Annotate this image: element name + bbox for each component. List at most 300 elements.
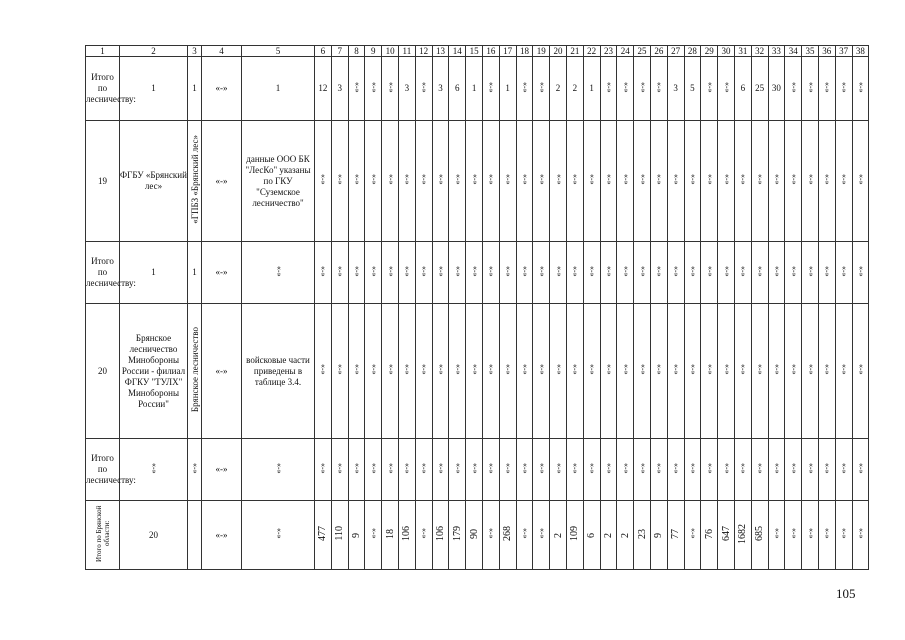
header-cell: 11: [398, 46, 415, 57]
value-cell: [751, 439, 768, 501]
value-cell-text: «-»: [351, 174, 361, 185]
value-cell: 3: [667, 57, 684, 121]
col4-cell: «-»: [202, 501, 242, 570]
value-cell: [650, 242, 667, 304]
value-cell-text: 77: [670, 528, 682, 539]
col2-cell: [120, 439, 188, 501]
value-cell-text: «-»: [419, 81, 429, 93]
value-cell: [398, 121, 415, 242]
value-cell-text: «-»: [839, 81, 849, 93]
value-cell: [600, 501, 617, 570]
value-cell: [566, 242, 583, 304]
value-cell: [751, 242, 768, 304]
value-cell-text: «-»: [788, 528, 798, 539]
value-cell: [785, 242, 802, 304]
value-cell-text: «-»: [469, 265, 479, 277]
header-cell: 24: [617, 46, 634, 57]
value-cell-text: 90: [468, 528, 480, 539]
value-cell: [415, 242, 432, 304]
note-cell: данные ООО БК "ЛесКо" указаны по ГКУ "Суземское лесничество": [242, 121, 315, 242]
value-cell-text: «-»: [822, 265, 832, 277]
value-cell-text: «-»: [855, 265, 865, 277]
col5-cell: [242, 501, 315, 570]
value-cell-text: 6: [586, 532, 598, 538]
value-cell-text: «-»: [822, 81, 832, 93]
value-cell-text: «-»: [620, 174, 630, 185]
table-row: [86, 439, 869, 501]
value-cell-text: «-»: [368, 81, 378, 93]
value-cell: [550, 121, 567, 242]
value-cell-text: «-»: [603, 81, 613, 93]
value-cell-text: «-»: [788, 81, 798, 93]
value-cell: [802, 304, 819, 439]
header-cell: 6: [315, 46, 332, 57]
header-cell: 4: [202, 46, 242, 57]
col5-cell-text: «-»: [273, 528, 283, 539]
value-cell: [365, 57, 382, 121]
value-cell: [315, 242, 332, 304]
col4-cell: «-»: [202, 304, 242, 439]
value-cell-text: «-»: [335, 265, 345, 277]
value-cell: [785, 439, 802, 501]
value-cell: 6: [449, 57, 466, 121]
value-cell: [499, 242, 516, 304]
value-cell-text: «-»: [620, 462, 630, 474]
value-cell: [751, 304, 768, 439]
value-cell: [634, 242, 651, 304]
value-cell-text: «-»: [419, 462, 429, 474]
col4-cell: «-»: [202, 439, 242, 501]
value-cell: [566, 439, 583, 501]
value-cell-text: «-»: [822, 462, 832, 474]
header-cell: 20: [550, 46, 567, 57]
value-cell: [432, 121, 449, 242]
value-cell: [785, 501, 802, 570]
value-cell: [634, 57, 651, 121]
value-cell: 2: [550, 57, 567, 121]
table-row: [86, 242, 869, 304]
value-cell-text: «-»: [788, 265, 798, 277]
value-cell: [566, 121, 583, 242]
value-cell: [499, 304, 516, 439]
value-cell: [516, 121, 533, 242]
value-cell-text: «-»: [503, 462, 513, 474]
value-cell-text: «-»: [553, 462, 563, 474]
value-cell: [650, 439, 667, 501]
value-cell-text: «-»: [839, 364, 849, 375]
value-cell-text: «-»: [805, 265, 815, 277]
value-cell: [516, 242, 533, 304]
value-cell-text: «-»: [855, 81, 865, 93]
value-cell-text: «-»: [721, 81, 731, 93]
value-cell: [667, 242, 684, 304]
table-row: [86, 304, 869, 439]
value-cell: [701, 304, 718, 439]
col5-cell: [242, 242, 315, 304]
value-cell-text: «-»: [637, 81, 647, 93]
value-cell-text: «-»: [603, 462, 613, 474]
total-label-text: Итого по Брянской области:: [94, 505, 111, 562]
value-cell-text: «-»: [351, 265, 361, 277]
value-cell: [583, 304, 600, 439]
value-cell: [499, 439, 516, 501]
value-cell: [818, 242, 835, 304]
value-cell-text: «-»: [788, 462, 798, 474]
value-cell: 5: [684, 57, 701, 121]
value-cell-text: «-»: [469, 364, 479, 375]
header-cell: 36: [818, 46, 835, 57]
value-cell-text: «-»: [637, 265, 647, 277]
value-cell-text: «-»: [755, 174, 765, 185]
value-cell-text: «-»: [553, 174, 563, 185]
header-cell: 19: [533, 46, 550, 57]
value-cell: [449, 501, 466, 570]
value-cell: [785, 121, 802, 242]
value-cell: [734, 242, 751, 304]
value-cell-text: «-»: [620, 265, 630, 277]
value-cell: [331, 242, 348, 304]
value-cell: [533, 242, 550, 304]
col4-cell: «-»: [202, 121, 242, 242]
value-cell-text: «-»: [318, 265, 328, 277]
value-cell-text: «-»: [637, 364, 647, 375]
value-cell: [600, 121, 617, 242]
value-cell: [600, 439, 617, 501]
organization-name: Брянское лесничество Минобороны России - филиал ФГКУ "ТУЛХ" Минобороны России": [120, 304, 188, 439]
table-row: [86, 501, 869, 570]
subtotal-label: Итого по лесничеству:: [86, 439, 120, 501]
value-cell: 30: [768, 57, 785, 121]
value-cell-text: 23: [636, 528, 648, 539]
value-cell-text: «-»: [771, 265, 781, 277]
header-cell: 2: [120, 46, 188, 57]
header-cell: 23: [600, 46, 617, 57]
value-cell: [667, 501, 684, 570]
value-cell-text: «-»: [570, 364, 580, 375]
subtotal-label: Итого по лесничеству:: [86, 57, 120, 121]
value-cell-text: «-»: [435, 462, 445, 474]
value-cell: [768, 121, 785, 242]
value-cell-text: «-»: [368, 364, 378, 375]
value-cell-text: «-»: [704, 81, 714, 93]
value-cell: [348, 242, 365, 304]
table-row: [86, 57, 869, 121]
value-cell-text: «-»: [788, 364, 798, 375]
value-cell-text: «-»: [687, 462, 697, 474]
value-cell-text: «-»: [385, 364, 395, 375]
value-cell-text: «-»: [839, 528, 849, 539]
value-cell: [348, 121, 365, 242]
value-cell: [734, 501, 751, 570]
value-cell: [398, 242, 415, 304]
value-cell-text: «-»: [822, 174, 832, 185]
value-cell-text: 268: [502, 526, 514, 541]
value-cell-text: «-»: [805, 174, 815, 185]
value-cell-text: «-»: [839, 174, 849, 185]
value-cell: [600, 242, 617, 304]
value-cell: [516, 304, 533, 439]
value-cell-text: «-»: [855, 462, 865, 474]
value-cell-text: «-»: [385, 265, 395, 277]
header-cell: 34: [785, 46, 802, 57]
value-cell-text: «-»: [351, 81, 361, 93]
value-cell: [398, 439, 415, 501]
header-cell: 8: [348, 46, 365, 57]
value-cell-text: «-»: [637, 462, 647, 474]
header-cell: 29: [701, 46, 718, 57]
value-cell-text: «-»: [368, 265, 378, 277]
value-cell-text: «-»: [704, 265, 714, 277]
value-cell-text: 1682: [737, 523, 749, 544]
value-cell: [365, 121, 382, 242]
value-cell: [701, 121, 718, 242]
col5-cell: [242, 439, 315, 501]
value-cell-text: «-»: [805, 528, 815, 539]
value-cell: [667, 121, 684, 242]
value-cell-text: «-»: [536, 528, 546, 539]
value-cell: [718, 304, 735, 439]
value-cell-text: «-»: [620, 81, 630, 93]
header-cell: 27: [667, 46, 684, 57]
value-cell: [583, 121, 600, 242]
value-cell: [550, 242, 567, 304]
value-cell: [600, 304, 617, 439]
col5-cell-text: «-»: [273, 265, 283, 277]
value-cell-text: «-»: [486, 174, 496, 185]
value-cell-text: «-»: [503, 265, 513, 277]
value-cell-text: «-»: [318, 174, 328, 185]
value-cell: [650, 57, 667, 121]
page-number: 105: [836, 586, 856, 601]
value-cell: [785, 57, 802, 121]
value-cell-text: 2: [552, 532, 564, 538]
value-cell: [466, 242, 483, 304]
value-cell-text: «-»: [755, 462, 765, 474]
value-cell: [365, 242, 382, 304]
value-cell: [449, 304, 466, 439]
value-cell-text: «-»: [771, 174, 781, 185]
value-cell-text: «-»: [536, 364, 546, 375]
value-cell: [802, 121, 819, 242]
value-cell-text: «-»: [771, 462, 781, 474]
value-cell: 2: [566, 57, 583, 121]
value-cell: [533, 501, 550, 570]
value-cell: [802, 57, 819, 121]
value-cell: [617, 242, 634, 304]
value-cell: [818, 121, 835, 242]
value-cell: [617, 121, 634, 242]
value-cell-text: «-»: [435, 265, 445, 277]
value-cell: [684, 439, 701, 501]
value-cell: [550, 501, 567, 570]
value-cell-text: «-»: [570, 265, 580, 277]
value-cell: [617, 57, 634, 121]
col2-cell: 1: [120, 242, 188, 304]
value-cell-text: «-»: [419, 174, 429, 185]
value-cell: [432, 304, 449, 439]
value-cell-text: «-»: [637, 174, 647, 185]
value-cell-text: «-»: [620, 364, 630, 375]
value-cell: [365, 439, 382, 501]
value-cell: [348, 439, 365, 501]
value-cell-text: «-»: [704, 174, 714, 185]
value-cell-text: «-»: [519, 265, 529, 277]
value-cell: [852, 242, 869, 304]
value-cell-text: «-»: [486, 528, 496, 539]
header-cell: 17: [499, 46, 516, 57]
header-cell: 14: [449, 46, 466, 57]
value-cell-text: «-»: [503, 174, 513, 185]
value-cell: [415, 121, 432, 242]
header-cell: 10: [382, 46, 399, 57]
value-cell-text: «-»: [771, 364, 781, 375]
value-cell: [684, 242, 701, 304]
value-cell-text: «-»: [822, 364, 832, 375]
value-cell-text: «-»: [385, 81, 395, 93]
value-cell-text: «-»: [738, 265, 748, 277]
value-cell-text: 685: [754, 526, 766, 541]
header-cell: 30: [718, 46, 735, 57]
header-cell: 31: [734, 46, 751, 57]
value-cell-text: 9: [350, 532, 362, 538]
value-cell: [852, 439, 869, 501]
value-cell: [835, 501, 852, 570]
value-cell-text: «-»: [738, 462, 748, 474]
value-cell: [365, 304, 382, 439]
value-cell-text: «-»: [603, 364, 613, 375]
value-cell-text: 2: [602, 532, 614, 538]
value-cell: [617, 304, 634, 439]
col4-cell: «-»: [202, 242, 242, 304]
value-cell: [768, 242, 785, 304]
organization-name: ФГБУ «Брянский лес»: [120, 121, 188, 242]
value-cell-text: «-»: [587, 364, 597, 375]
value-cell-text: «-»: [368, 174, 378, 185]
value-cell-text: «-»: [419, 528, 429, 539]
value-cell-text: «-»: [385, 462, 395, 474]
value-cell: [482, 501, 499, 570]
value-cell-text: 18: [384, 528, 396, 539]
value-cell-text: «-»: [671, 174, 681, 185]
value-cell: [734, 439, 751, 501]
value-cell: [415, 304, 432, 439]
value-cell: [533, 57, 550, 121]
value-cell: [701, 242, 718, 304]
value-cell: [331, 121, 348, 242]
value-cell-text: «-»: [402, 265, 412, 277]
forestry-name: [188, 304, 202, 439]
value-cell: [516, 439, 533, 501]
value-cell: [365, 501, 382, 570]
value-cell-text: «-»: [318, 364, 328, 375]
value-cell: [499, 501, 516, 570]
value-cell-text: «-»: [519, 528, 529, 539]
value-cell-text: «-»: [671, 364, 681, 375]
value-cell: [482, 121, 499, 242]
value-cell: [818, 501, 835, 570]
value-cell-text: «-»: [755, 364, 765, 375]
value-cell-text: 647: [720, 526, 732, 541]
value-cell-text: «-»: [486, 462, 496, 474]
value-cell: [516, 57, 533, 121]
value-cell: [331, 439, 348, 501]
value-cell: [382, 304, 399, 439]
value-cell-text: «-»: [435, 174, 445, 185]
value-cell: [768, 501, 785, 570]
header-cell: 7: [331, 46, 348, 57]
row-number: 19: [86, 121, 120, 242]
header-cell: 25: [634, 46, 651, 57]
value-cell: [583, 439, 600, 501]
value-cell: [550, 439, 567, 501]
value-cell: [331, 501, 348, 570]
value-cell-text: «-»: [721, 265, 731, 277]
value-cell-text: «-»: [654, 81, 664, 93]
value-cell: [415, 439, 432, 501]
value-cell-text: «-»: [771, 528, 781, 539]
value-cell: [802, 439, 819, 501]
value-cell-text: «-»: [687, 364, 697, 375]
value-cell-text: «-»: [755, 265, 765, 277]
value-cell-text: «-»: [805, 81, 815, 93]
value-cell-text: «-»: [570, 462, 580, 474]
value-cell-text: «-»: [587, 265, 597, 277]
value-cell: [415, 501, 432, 570]
value-cell: [667, 304, 684, 439]
value-cell-text: «-»: [822, 528, 832, 539]
value-cell-text: «-»: [553, 364, 563, 375]
value-cell: [634, 121, 651, 242]
value-cell-text: «-»: [469, 462, 479, 474]
value-cell-text: «-»: [671, 462, 681, 474]
header-cell: 12: [415, 46, 432, 57]
value-cell-text: «-»: [351, 364, 361, 375]
value-cell-text: «-»: [351, 462, 361, 474]
value-cell-text: «-»: [402, 174, 412, 185]
value-cell-text: 179: [451, 526, 463, 541]
value-cell-text: «-»: [519, 364, 529, 375]
value-cell: [600, 57, 617, 121]
value-cell-text: «-»: [704, 364, 714, 375]
value-cell-text: «-»: [855, 174, 865, 185]
value-cell-text: «-»: [402, 462, 412, 474]
value-cell: [550, 304, 567, 439]
value-cell: [315, 121, 332, 242]
col5-cell: 1: [242, 57, 315, 121]
value-cell: [634, 439, 651, 501]
value-cell: [449, 439, 466, 501]
value-cell: [499, 121, 516, 242]
value-cell-text: «-»: [687, 528, 697, 539]
value-cell-text: «-»: [805, 364, 815, 375]
value-cell-text: «-»: [671, 265, 681, 277]
value-cell-text: «-»: [385, 174, 395, 185]
value-cell: [466, 439, 483, 501]
value-cell-text: «-»: [788, 174, 798, 185]
forest-table: [85, 45, 869, 570]
col3-cell: [188, 501, 202, 570]
value-cell-text: «-»: [654, 364, 664, 375]
value-cell: [382, 57, 399, 121]
value-cell: [634, 501, 651, 570]
value-cell: [684, 121, 701, 242]
col2-cell: 20: [120, 501, 188, 570]
value-cell: [482, 304, 499, 439]
value-cell-text: «-»: [519, 174, 529, 185]
value-cell-text: «-»: [519, 462, 529, 474]
header-cell: 28: [684, 46, 701, 57]
value-cell-text: 2: [619, 532, 631, 538]
